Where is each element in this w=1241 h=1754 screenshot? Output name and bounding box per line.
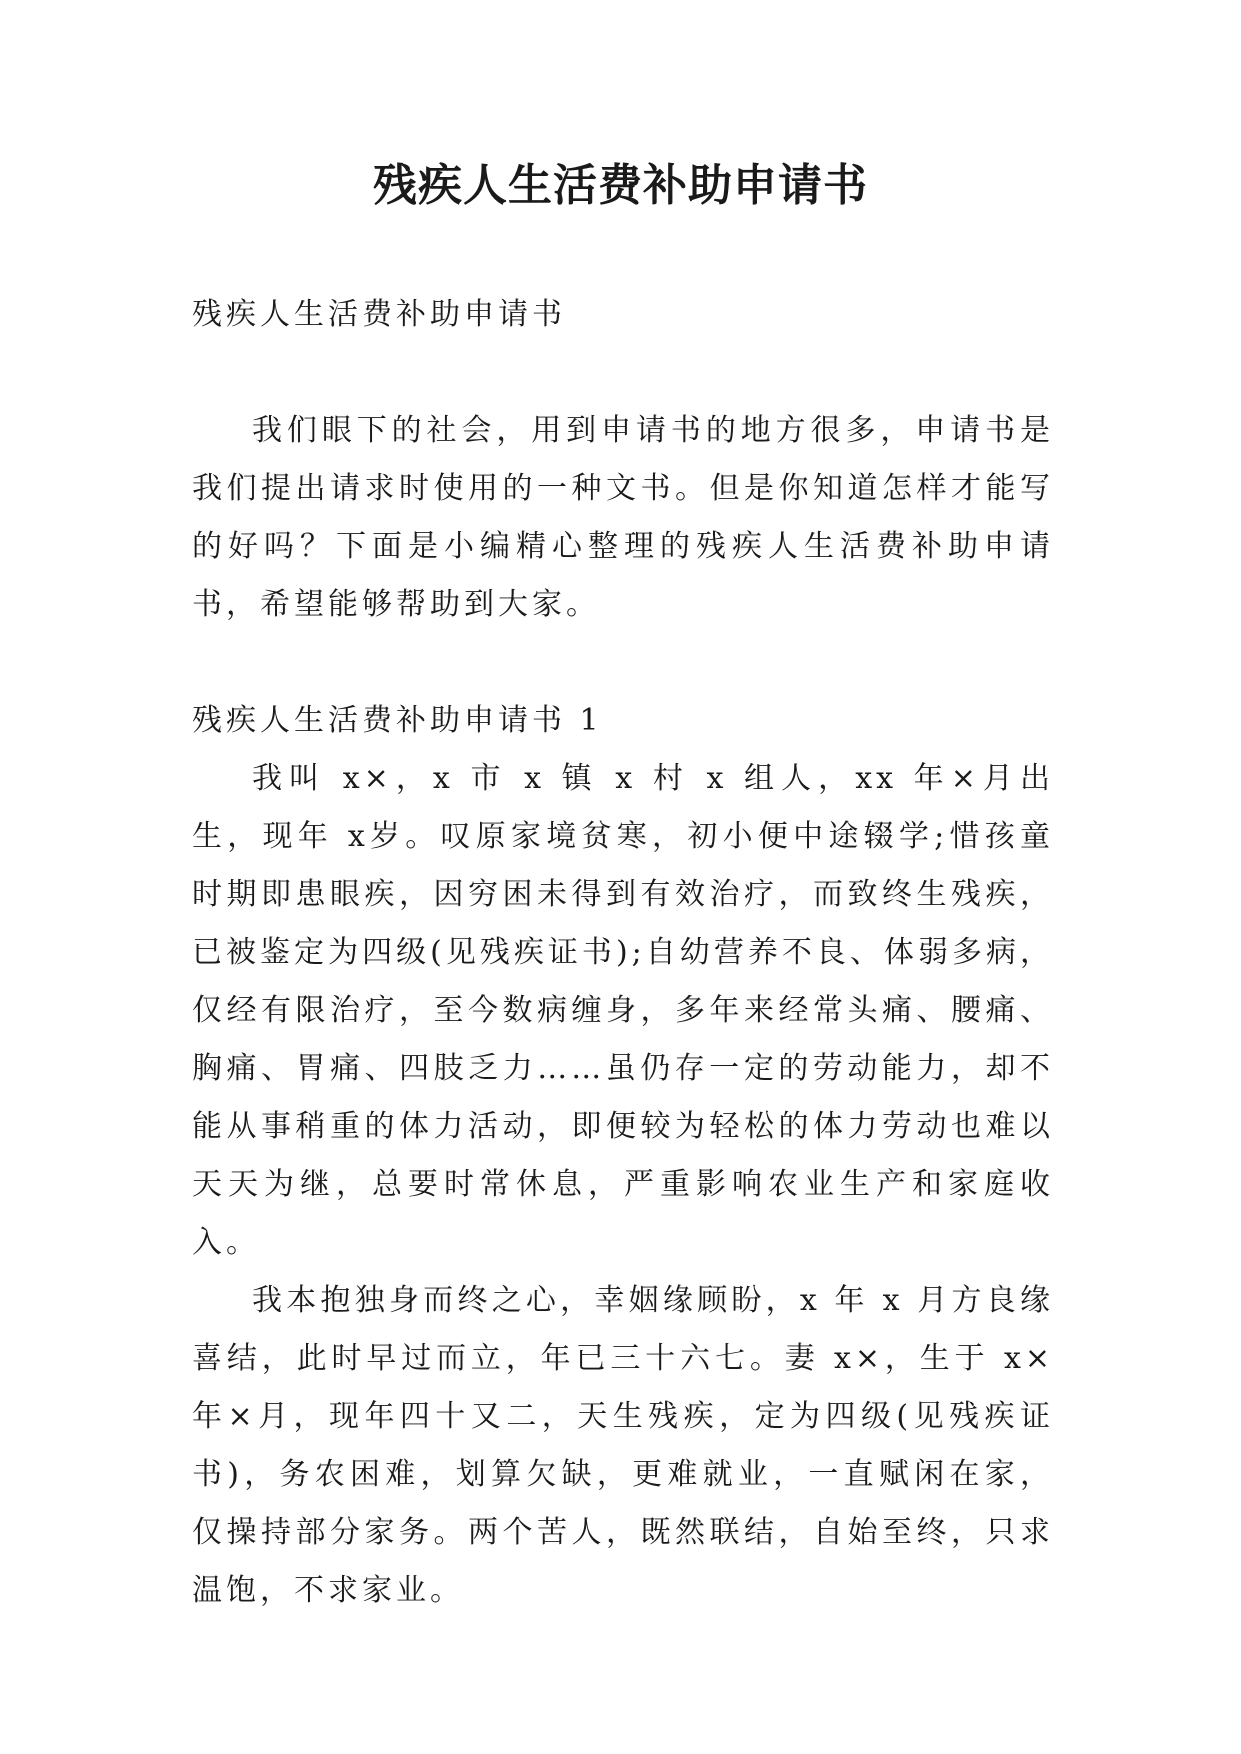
- intro-paragraph: 我们眼下的社会，用到申请书的地方很多，申请书是我们提出请求时使用的一种文书。但是你知道怎样才能写的好吗？下面是小编精心整理的残疾人生活费补助申请书，希望能够帮助到大家。: [192, 413, 1054, 622]
- body-paragraph-1: 我叫 x×，x 市 x 镇 x 村 x 组人，xx 年×月出生，现年 x岁。叹原家境贫寒，初小便中途辍学;惜孩童时期即患眼疾，因穷困未得到有效治疗，而致终生残疾，已被鉴定为四级(见残疾证书);自幼营养不良、体弱多病，仅经有限治疗，至今数病缠身，多年来经常头痛、腰痛、胸痛、胃痛、四肢乏力……虽仍存一定的劳动能力，却不能从事稍重的体力活动，即便较为轻松的体力劳动也难以天天为继，总要时常休息，严重影响农业生产和家庭收入。: [192, 761, 1054, 1260]
- body-paragraph-2: 我本抱独身而终之心，幸姻缘顾盼，x 年 x 月方良缘喜结，此时早过而立，年已三十六七。妻 x×，生于 x×年×月，现年四十又二，天生残疾，定为四级(见残疾证书)，务农困难，划算欠缺，更难就业，一直赋闲在家，仅操持部分家务。两个苦人，既然联结，自始至终，只求温饱，不求家业。: [192, 1283, 1054, 1608]
- section-heading: 残疾人生活费补助申请书 1: [192, 703, 603, 738]
- document-subtitle: 残疾人生活费补助申请书: [192, 297, 566, 332]
- document-body: [192, 286, 1054, 1620]
- document-title: 残疾人生活费补助申请书: [373, 160, 868, 211]
